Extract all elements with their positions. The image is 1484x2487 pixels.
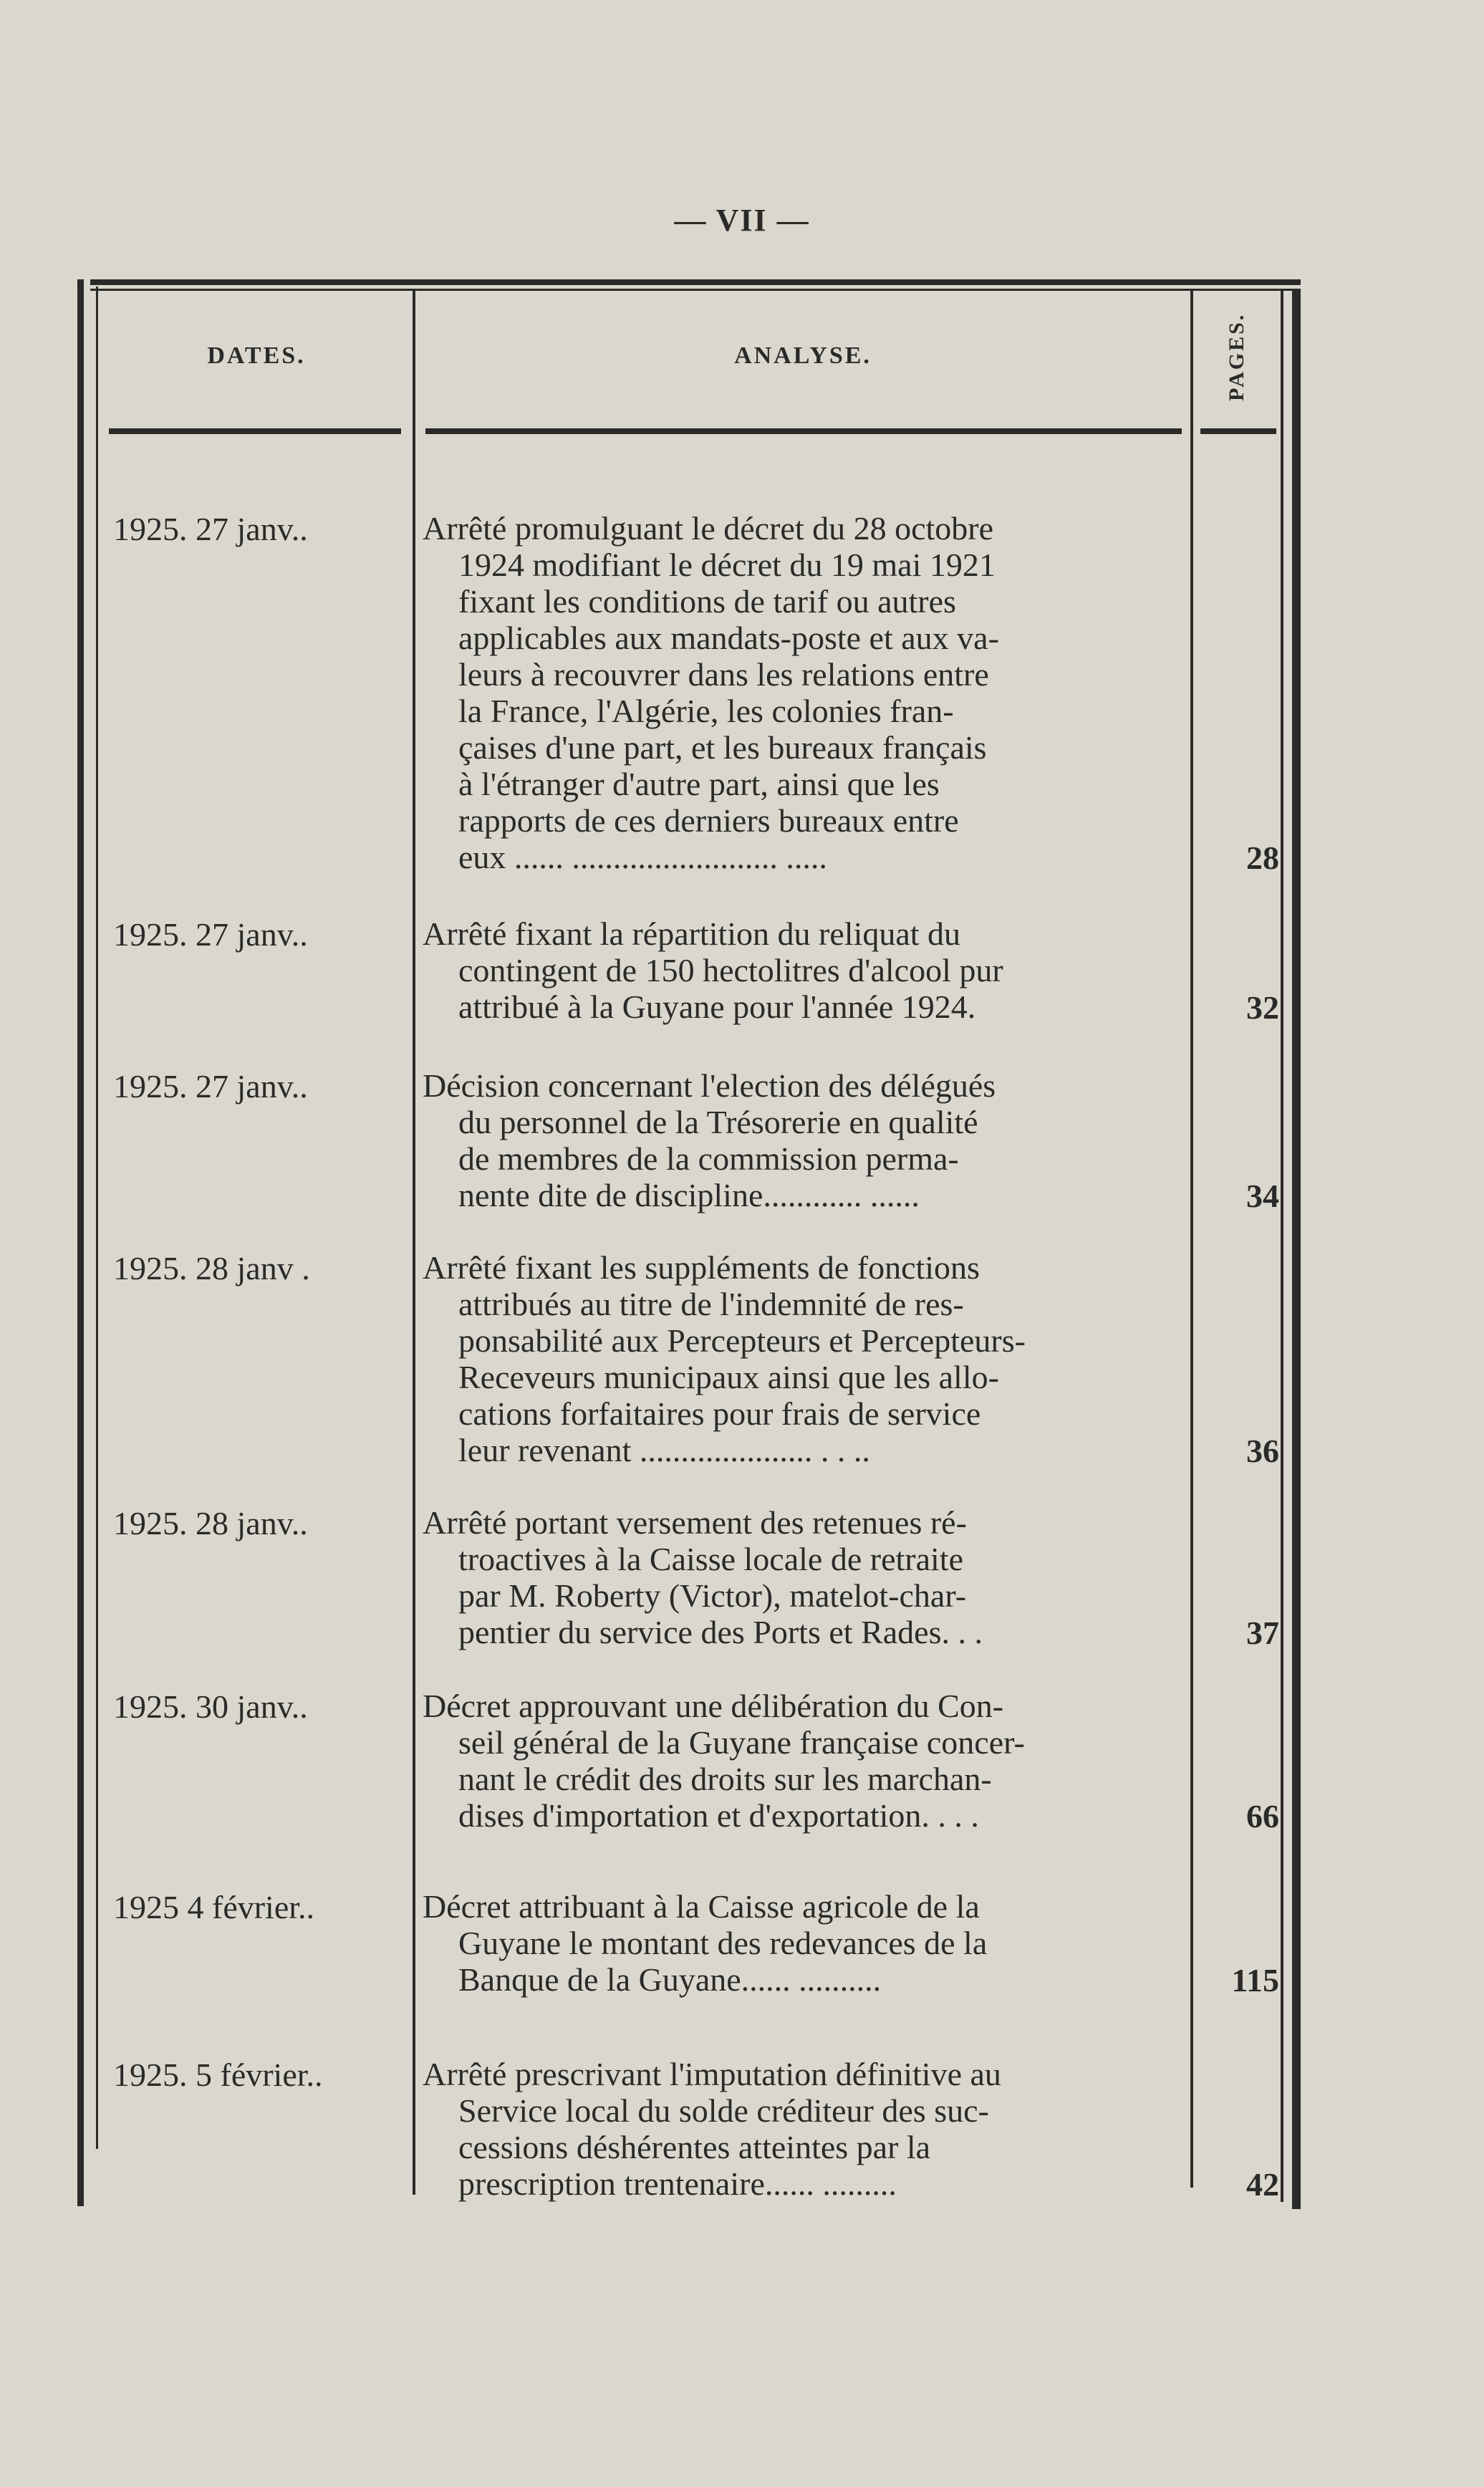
entry-date: 1925. 27 janv.. [113, 916, 308, 953]
header-rule-analyse [425, 428, 1182, 434]
analysis-line: troactives à la Caisse locale de retraite [458, 1541, 963, 1577]
analysis-line: Arrêté fixant les suppléments de fonctions [423, 1249, 980, 1286]
analysis-line: ponsabilité aux Percepteurs et Percepteurs- [458, 1322, 1026, 1359]
entry-page: 28 [1246, 840, 1279, 876]
entry-date: 1925. 27 janv.. [113, 511, 308, 547]
entry-date: 1925. 28 janv . [113, 1250, 310, 1286]
table-right-inner-border [1281, 289, 1283, 2202]
analysis-line: attribué à la Guyane pour l'année 1924. [458, 988, 976, 1025]
analysis-line: cessions déshérentes atteintes par la [458, 2129, 931, 2165]
analysis-line: Service local du solde créditeur des suc- [458, 2092, 989, 2129]
analysis-line: Arrêté prescrivant l'imputation définitive au [423, 2056, 1001, 2092]
analysis-line: la France, l'Algérie, les colonies fran- [458, 693, 954, 729]
entry-page: 66 [1246, 1798, 1279, 1834]
analysis-line: çaises d'une part, et les bureaux français [458, 729, 987, 766]
analysis-line: nente dite de discipline............ ...... [458, 1177, 920, 1213]
analysis-line: 1924 modifiant le décret du 19 mai 1921 [458, 547, 996, 583]
analysis-line: Décret approuvant une délibération du Con- [423, 1688, 1004, 1724]
entry-date: 1925. 5 février.. [113, 2057, 323, 2093]
entry-page: 36 [1246, 1433, 1279, 1469]
entry-page: 115 [1231, 1962, 1279, 1998]
analysis-line: du personnel de la Trésorerie en qualité [458, 1104, 978, 1140]
analysis-line: fixant les conditions de tarif ou autres [458, 583, 956, 620]
entry-page: 42 [1246, 2166, 1279, 2203]
header-pages: PAGES. [1225, 312, 1248, 401]
entry-analysis [423, 2056, 1183, 2202]
analysis-line: attribués au titre de l'indemnité de res- [458, 1286, 964, 1322]
header-dates: DATES. [207, 342, 306, 369]
entry-analysis [423, 1504, 1183, 1650]
analysis-line: par M. Roberty (Victor), matelot-char- [458, 1577, 967, 1614]
analysis-line: contingent de 150 hectolitres d'alcool pur [458, 952, 1003, 988]
analysis-line: Banque de la Guyane...... .......... [458, 1961, 882, 1998]
header-analyse: ANALYSE. [734, 342, 872, 369]
analysis-line: applicables aux mandats-poste et aux va- [458, 620, 999, 656]
table-left-border [77, 279, 84, 2206]
entry-analysis [423, 510, 1183, 875]
entry-page: 34 [1246, 1178, 1279, 1214]
analysis-line: à l'étranger d'autre part, ainsi que les [458, 766, 940, 802]
header-rule-dates [109, 428, 401, 434]
analysis-line: Décret attribuant à la Caisse agricole de la [423, 1888, 980, 1925]
entry-analysis [423, 915, 1183, 1025]
table-left-inner-border [96, 287, 98, 2149]
analysis-line: pentier du service des Ports et Rades. . . [458, 1614, 983, 1650]
page-number: — VII — [674, 203, 810, 238]
analysis-line: rapports de ces derniers bureaux entre [458, 802, 959, 839]
analysis-line: Arrêté promulguant le décret du 28 octobre [423, 510, 994, 547]
entry-page: 37 [1246, 1615, 1279, 1651]
entry-analysis [423, 1067, 1183, 1213]
analysis-line: Arrêté fixant la répartition du reliquat du [423, 915, 961, 952]
entry-date: 1925. 27 janv.. [113, 1068, 308, 1105]
analysis-line: leurs à recouvrer dans les relations entre [458, 656, 989, 693]
analysis-line: de membres de la commission perma- [458, 1140, 959, 1177]
header-rule-pages [1200, 428, 1276, 434]
analysis-line: cations forfaitaires pour frais de service [458, 1395, 981, 1432]
entry-page: 32 [1246, 989, 1279, 1026]
table-top-rule [90, 279, 1301, 285]
analysis-line: leur revenant ..................... . . .. [458, 1432, 870, 1468]
entry-date: 1925 4 février.. [113, 1889, 315, 1925]
entry-analysis [423, 1888, 1183, 1998]
column-divider-analyse [1190, 289, 1193, 2188]
entry-analysis [423, 1249, 1183, 1468]
analysis-line: Arrêté portant versement des retenues ré- [423, 1504, 967, 1541]
analysis-line: eux ...... ......................... ..... [458, 839, 827, 875]
analysis-line: nant le crédit des droits sur les marchan- [458, 1761, 992, 1797]
entry-date: 1925. 28 janv.. [113, 1505, 308, 1541]
analysis-line: seil général de la Guyane française concer- [458, 1724, 1025, 1761]
analysis-line: dises d'importation et d'exportation. . . . [458, 1797, 979, 1834]
analysis-line: prescription trentenaire...... ......... [458, 2165, 897, 2202]
analysis-line: Décision concernant l'election des délégués [423, 1067, 996, 1104]
table-right-border [1292, 289, 1301, 2209]
entry-analysis [423, 1688, 1183, 1834]
entry-date: 1925. 30 janv.. [113, 1688, 308, 1725]
analysis-line: Guyane le montant des redevances de la [458, 1925, 988, 1961]
table-top-rule-thin [90, 289, 1301, 291]
analysis-line: Receveurs municipaux ainsi que les allo- [458, 1359, 999, 1395]
